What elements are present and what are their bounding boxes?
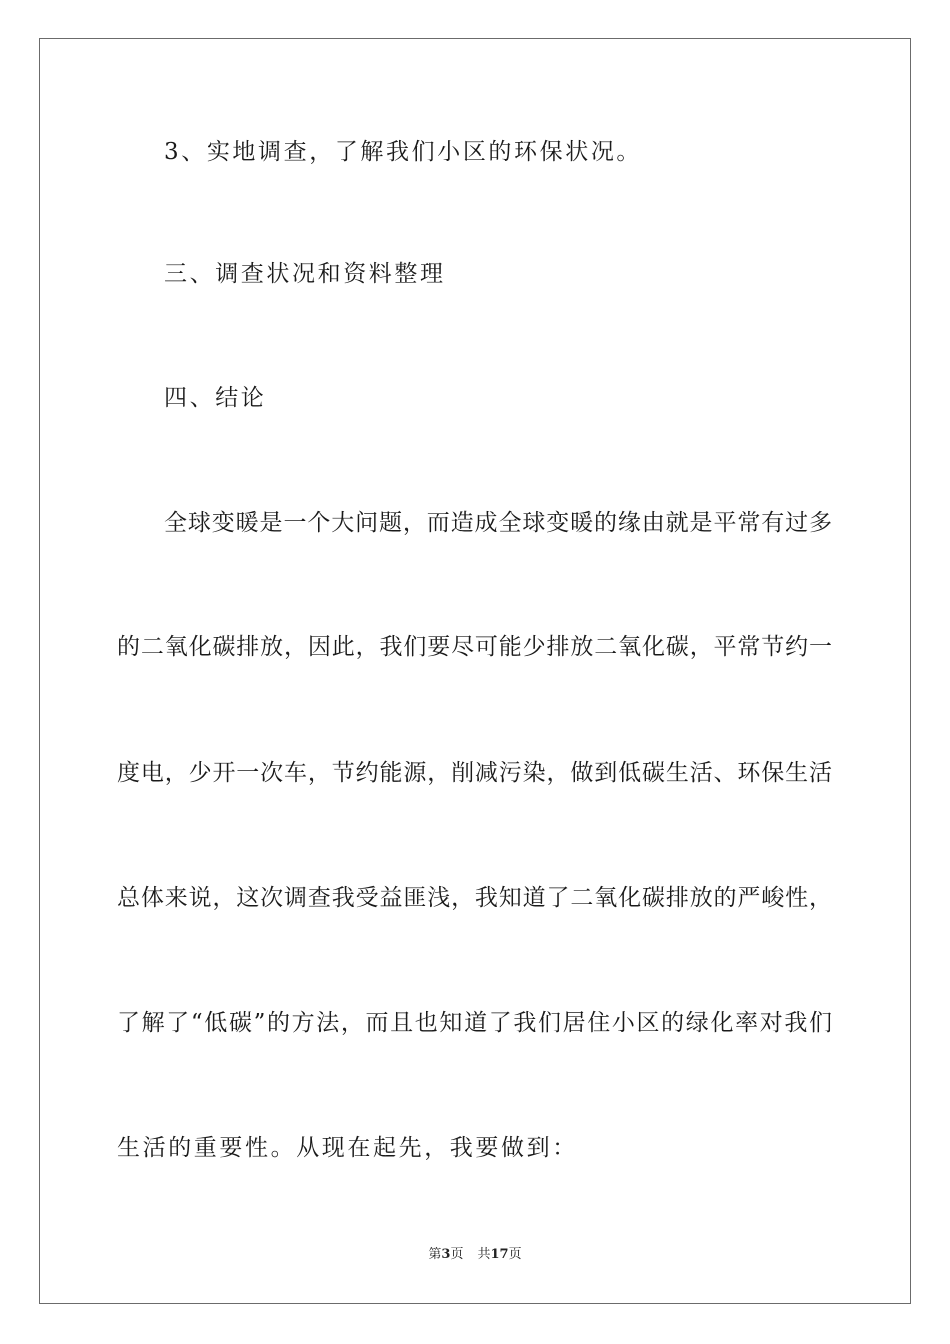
- page-prefix: 第: [428, 1247, 442, 1262]
- summary-line-1: 总体来说，这次调查我受益匪浅，我知道了二氧化碳排放的严峻性，: [117, 885, 832, 911]
- section-heading-4: 四、结论: [164, 385, 267, 411]
- summary-line-3: 生活的重要性。从现在起先，我要做到：: [117, 1135, 578, 1161]
- total-prefix: 共: [477, 1247, 491, 1262]
- page-footer: [0, 1246, 950, 1264]
- page-number-label: [428, 1246, 463, 1264]
- total-pages: 17: [490, 1247, 509, 1262]
- page-number: 3: [441, 1247, 451, 1262]
- total-suffix: 页: [508, 1247, 522, 1262]
- summary-line-2: 了解了“低碳”的方法，而且也知道了我们居住小区的绿化率对我们: [117, 1010, 832, 1036]
- page-suffix: 页: [450, 1247, 464, 1262]
- total-pages-label: [477, 1246, 521, 1264]
- page-border: [39, 38, 911, 1304]
- conclusion-line-2: 的二氧化碳排放，因此，我们要尽可能少排放二氧化碳，平常节约一: [117, 634, 832, 660]
- conclusion-line-1: 全球变暖是一个大问题，而造成全球变暖的缘由就是平常有过多: [164, 510, 832, 536]
- section-heading-3: 三、调查状况和资料整理: [164, 261, 446, 287]
- paragraph-survey-item-3: 3、实地调查，了解我们小区的环保状况。: [164, 139, 643, 165]
- conclusion-line-3: 度电，少开一次车，节约能源，削减污染，做到低碳生活、环保生活: [117, 760, 832, 786]
